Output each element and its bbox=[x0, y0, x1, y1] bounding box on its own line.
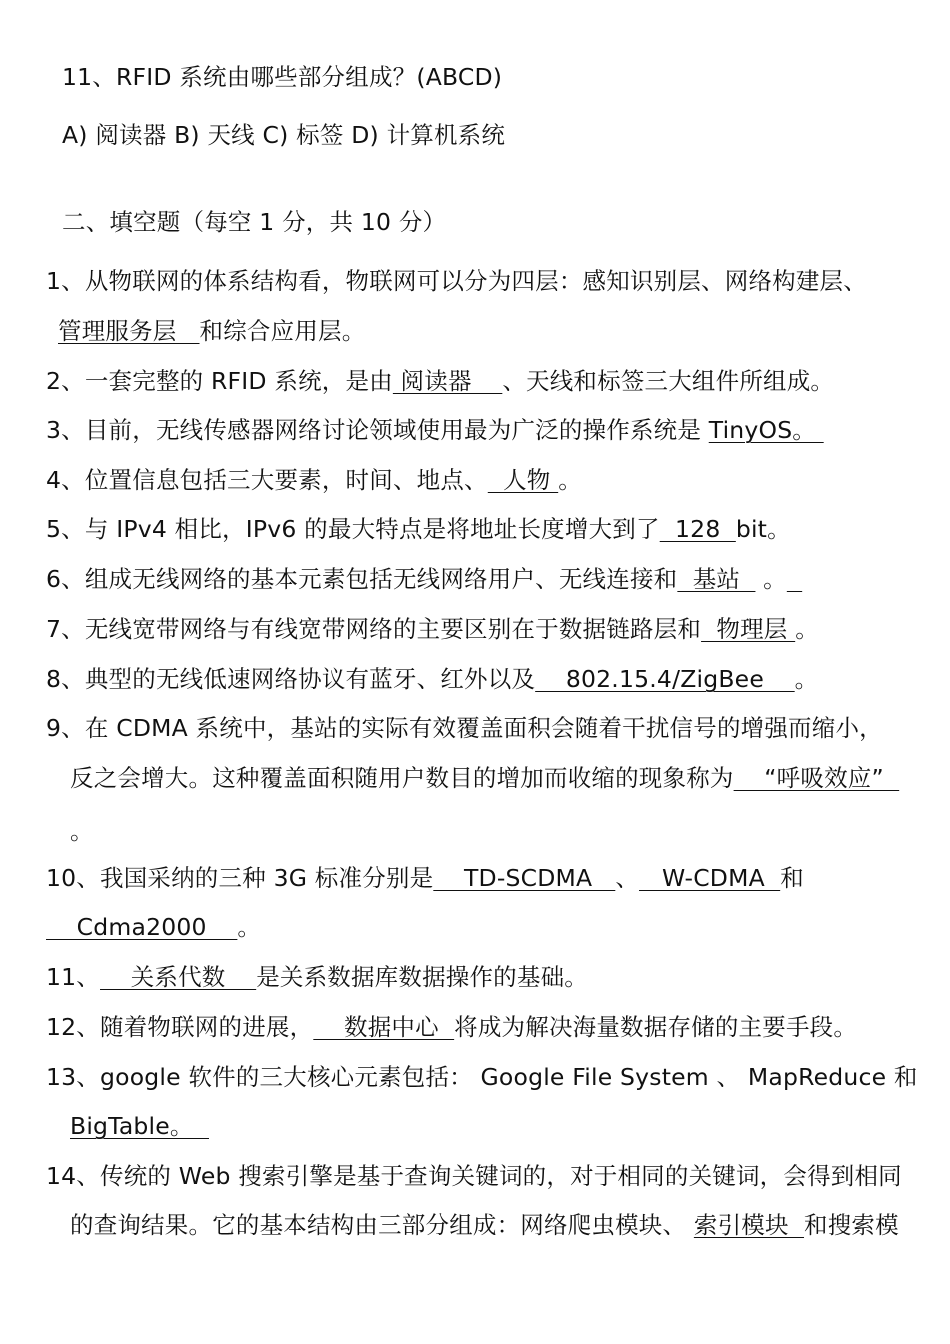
q7-text-a: 7、无线宽带网络与有线宽带网络的主要区别在于数据链路层和 bbox=[46, 615, 702, 643]
q14-line1 bbox=[46, 1161, 902, 1191]
q2-text-b: 、天线和标签三大组件所组成。 bbox=[502, 367, 835, 395]
q7-line bbox=[46, 614, 819, 644]
q3-text-a: 3、目前，无线传感器网络讨论领域使用最为广泛的操作系统是 bbox=[46, 416, 709, 444]
q2-line bbox=[46, 366, 834, 396]
q2-text-a: 2、一套完整的 RFID 系统，是由 bbox=[46, 367, 393, 395]
q13-text-a: 13、google 软件的三大核心元素包括： Google File System 、 MapReduce 和 bbox=[46, 1063, 918, 1091]
q5-blank: 128 bbox=[659, 515, 736, 543]
mc-q11-line bbox=[62, 62, 502, 92]
q11-blank: 关系代数 bbox=[100, 963, 257, 991]
q3-blank: TinyOS。 bbox=[708, 416, 824, 444]
q12-text-a: 12、随着物联网的进展， bbox=[46, 1013, 314, 1041]
q6-text-a: 6、组成无线网络的基本元素包括无线网络用户、无线连接和 bbox=[46, 565, 678, 593]
q4-line bbox=[46, 465, 582, 495]
mc-q11-options: A) 阅读器 B) 天线 C) 标签 D) 计算机系统 bbox=[62, 121, 506, 149]
q1-line2 bbox=[58, 316, 365, 346]
mc-q11-text: 11、RFID 系统由哪些部分组成？(ABCD) bbox=[62, 63, 503, 91]
q8-text-b: 。 bbox=[794, 665, 819, 693]
q11-line bbox=[46, 962, 588, 992]
q12-blank: 数据中心 bbox=[313, 1013, 455, 1041]
q1-text-a: 1、从物联网的体系结构看，物联网可以分为四层：感知识别层、网络构建层、 bbox=[46, 267, 867, 295]
mc-q11-options-line bbox=[62, 120, 505, 150]
q9-blank: “呼吸效应” bbox=[733, 764, 900, 792]
q9-line1 bbox=[46, 713, 883, 743]
q12-line bbox=[46, 1012, 857, 1042]
q11-text-b: 是关系数据库数据操作的基础。 bbox=[256, 963, 588, 991]
q2-blank: 阅读器 bbox=[392, 367, 503, 395]
q1-text-b: 和综合应用层。 bbox=[199, 317, 366, 345]
q1-line1 bbox=[46, 266, 867, 296]
q6-line bbox=[46, 564, 802, 594]
section-title bbox=[62, 207, 446, 237]
q9-line2 bbox=[70, 763, 899, 793]
q9-text-c: 。 bbox=[70, 817, 94, 845]
q7-blank: 物理层 bbox=[701, 615, 796, 643]
q6-text-b: 。 bbox=[755, 565, 787, 593]
q6-blank-2 bbox=[787, 565, 802, 593]
q4-text-b: 。 bbox=[558, 466, 582, 494]
q1-blank: 管理服务层 bbox=[58, 317, 200, 345]
q9-line3 bbox=[70, 816, 94, 846]
q5-line bbox=[46, 514, 791, 544]
q8-blank: 802.15.4/ZigBee bbox=[535, 665, 795, 693]
q9-text-a: 9、在 CDMA 系统中，基站的实际有效覆盖面积会随着干扰信号的增强而缩小， bbox=[46, 714, 883, 742]
q10-line1 bbox=[46, 863, 804, 893]
q4-text-a: 4、位置信息包括三大要素，时间、地点、 bbox=[46, 466, 488, 494]
q14-line2 bbox=[70, 1210, 899, 1240]
section-title-text: 二、填空题（每空 1 分，共 10 分） bbox=[62, 208, 447, 236]
q3-line bbox=[46, 415, 824, 445]
q6-blank: 基站 bbox=[677, 565, 756, 593]
q7-text-b: 。 bbox=[795, 615, 819, 643]
q10-line2 bbox=[46, 912, 261, 942]
q12-text-b: 将成为解决海量数据存储的主要手段。 bbox=[454, 1013, 858, 1041]
q9-text-b: 反之会增大。这种覆盖面积随用户数目的增加而收缩的现象称为 bbox=[70, 764, 734, 792]
q13-line1 bbox=[46, 1062, 918, 1092]
q11-text-a: 11、 bbox=[46, 963, 101, 991]
q13-blank: BigTable。 bbox=[70, 1112, 209, 1140]
q5-text-a: 5、与 IPv4 相比，IPv6 的最大特点是将地址长度增大到了 bbox=[46, 515, 660, 543]
q10-sep: 、 bbox=[615, 864, 640, 892]
q10-and: 和 bbox=[780, 864, 804, 892]
q8-line bbox=[46, 664, 818, 694]
q10-blank-2: W-CDMA bbox=[639, 864, 781, 892]
q14-text-a: 14、传统的 Web 搜索引擎是基于查询关键词的，对于相同的关键词，会得到相同 bbox=[46, 1162, 902, 1190]
q5-text-b: bit。 bbox=[735, 515, 791, 543]
q10-end: 。 bbox=[237, 913, 262, 941]
q10-blank-1: TD-SCDMA bbox=[433, 864, 616, 892]
q14-text-b: 的查询结果。它的基本结构由三部分组成：网络爬虫模块、 bbox=[70, 1211, 694, 1239]
q4-blank: 人物 bbox=[487, 466, 559, 494]
q8-text-a: 8、典型的无线低速网络协议有蓝牙、红外以及 bbox=[46, 665, 536, 693]
q14-blank: 索引模块 bbox=[693, 1211, 805, 1239]
q13-line2 bbox=[70, 1111, 209, 1141]
q10-text-a: 10、我国采纳的三种 3G 标准分别是 bbox=[46, 864, 434, 892]
q10-blank-3: Cdma2000 bbox=[46, 913, 238, 941]
q14-text-c: 和搜索模 bbox=[804, 1211, 899, 1239]
